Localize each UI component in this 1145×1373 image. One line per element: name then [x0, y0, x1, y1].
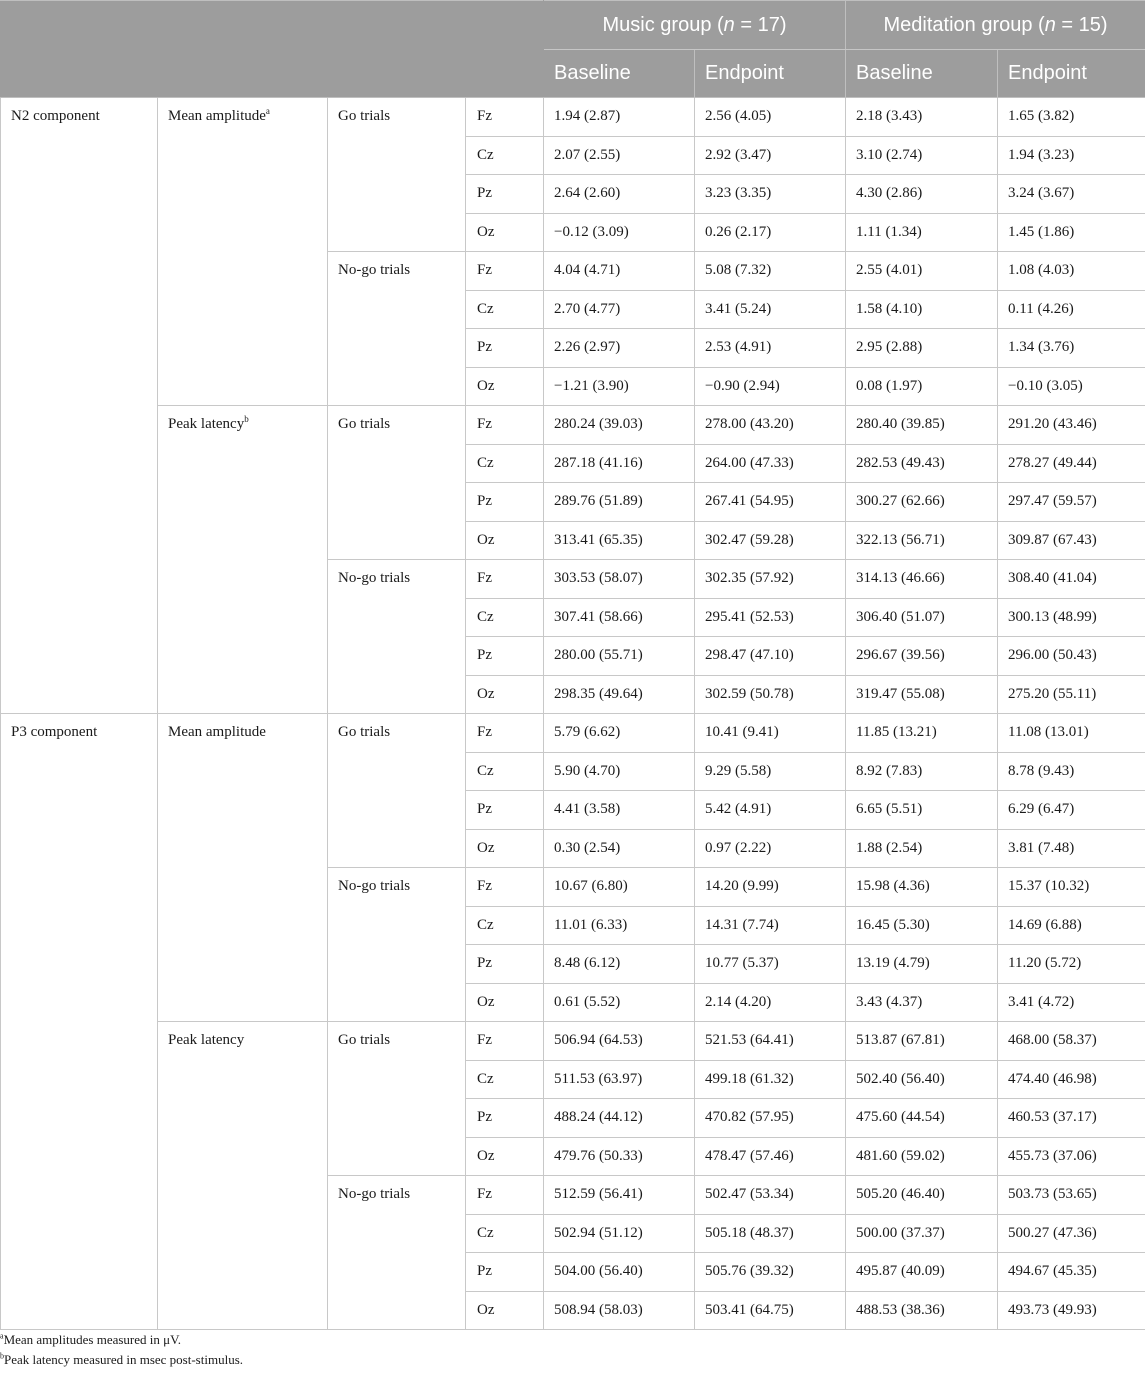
value-cell: 2.56 (4.05)	[695, 98, 846, 137]
electrode-cell: Fz	[466, 252, 544, 291]
value-cell: 11.08 (13.01)	[998, 714, 1145, 753]
value-cell: 0.08 (1.97)	[846, 367, 998, 406]
value-cell: 0.61 (5.52)	[544, 983, 695, 1022]
electrode-cell: Cz	[466, 906, 544, 945]
value-cell: 3.23 (3.35)	[695, 175, 846, 214]
value-cell: 306.40 (51.07)	[846, 598, 998, 637]
value-cell: 314.13 (46.66)	[846, 560, 998, 599]
electrode-cell: Cz	[466, 290, 544, 329]
value-cell: 511.53 (63.97)	[544, 1060, 695, 1099]
electrode-cell: Pz	[466, 483, 544, 522]
value-cell: 508.94 (58.03)	[544, 1291, 695, 1330]
value-cell: 1.94 (3.23)	[998, 136, 1145, 175]
value-cell: 1.65 (3.82)	[998, 98, 1145, 137]
value-cell: 298.47 (47.10)	[695, 637, 846, 676]
value-cell: 267.41 (54.95)	[695, 483, 846, 522]
table-row	[1, 406, 1145, 445]
table-row	[1, 714, 1145, 753]
value-cell: 4.41 (3.58)	[544, 791, 695, 830]
value-cell: 8.78 (9.43)	[998, 752, 1145, 791]
value-cell: 14.20 (9.99)	[695, 868, 846, 907]
component-label: P3 component	[1, 714, 158, 1330]
trial-type-label: Go trials	[328, 714, 466, 868]
value-cell: 478.47 (57.46)	[695, 1137, 846, 1176]
header-blank-cell	[1, 1, 544, 98]
electrode-cell: Cz	[466, 598, 544, 637]
value-cell: 2.14 (4.20)	[695, 983, 846, 1022]
value-cell: 505.76 (39.32)	[695, 1253, 846, 1292]
value-cell: 15.98 (4.36)	[846, 868, 998, 907]
value-cell: 307.41 (58.66)	[544, 598, 695, 637]
electrode-cell: Oz	[466, 213, 544, 252]
electrode-cell: Oz	[466, 367, 544, 406]
value-cell: 282.53 (49.43)	[846, 444, 998, 483]
value-cell: 296.00 (50.43)	[998, 637, 1145, 676]
value-cell: 302.35 (57.92)	[695, 560, 846, 599]
value-cell: 3.24 (3.67)	[998, 175, 1145, 214]
value-cell: 1.08 (4.03)	[998, 252, 1145, 291]
value-cell: 295.41 (52.53)	[695, 598, 846, 637]
measure-label: Peak latency	[158, 1022, 328, 1330]
value-cell: 5.90 (4.70)	[544, 752, 695, 791]
value-cell: 505.18 (48.37)	[695, 1214, 846, 1253]
value-cell: 300.27 (62.66)	[846, 483, 998, 522]
value-cell: 3.43 (4.37)	[846, 983, 998, 1022]
trial-type-label: Go trials	[328, 98, 466, 252]
table-header	[1, 1, 1145, 98]
value-cell: 475.60 (44.54)	[846, 1099, 998, 1138]
value-cell: 504.00 (56.40)	[544, 1253, 695, 1292]
value-cell: 0.97 (2.22)	[695, 829, 846, 868]
value-cell: 1.45 (1.86)	[998, 213, 1145, 252]
value-cell: 488.53 (38.36)	[846, 1291, 998, 1330]
electrode-cell: Pz	[466, 791, 544, 830]
electrode-cell: Cz	[466, 752, 544, 791]
value-cell: −0.12 (3.09)	[544, 213, 695, 252]
value-cell: 319.47 (55.08)	[846, 675, 998, 714]
measure-label: Mean amplitude$^a$	[158, 98, 328, 406]
electrode-cell: Fz	[466, 1022, 544, 1061]
music-baseline-header: Baseline	[544, 50, 695, 98]
footnote-marker: a	[265, 106, 270, 116]
value-cell: 308.40 (41.04)	[998, 560, 1145, 599]
value-cell: 2.92 (3.47)	[695, 136, 846, 175]
value-cell: 309.87 (67.43)	[998, 521, 1145, 560]
value-cell: 5.42 (4.91)	[695, 791, 846, 830]
value-cell: 488.24 (44.12)	[544, 1099, 695, 1138]
footnote-b: $^b$Peak latency measured in msec post-stimulus.	[0, 1351, 244, 1367]
electrode-cell: Oz	[466, 983, 544, 1022]
value-cell: 302.47 (59.28)	[695, 521, 846, 560]
measure-label: Peak latency$^b$	[158, 406, 328, 714]
value-cell: 11.85 (13.21)	[846, 714, 998, 753]
meditation-endpoint-header: Endpoint	[998, 50, 1145, 98]
music-endpoint-header: Endpoint	[695, 50, 846, 98]
value-cell: 502.47 (53.34)	[695, 1176, 846, 1215]
value-cell: 297.47 (59.57)	[998, 483, 1145, 522]
value-cell: 14.69 (6.88)	[998, 906, 1145, 945]
trial-type-label: No-go trials	[328, 252, 466, 406]
value-cell: 500.27 (47.36)	[998, 1214, 1145, 1253]
measure-label: Mean amplitude	[158, 714, 328, 1022]
value-cell: 503.73 (53.65)	[998, 1176, 1145, 1215]
value-cell: 500.00 (37.37)	[846, 1214, 998, 1253]
table-body	[1, 98, 1145, 1330]
value-cell: 2.53 (4.91)	[695, 329, 846, 368]
electrode-cell: Oz	[466, 829, 544, 868]
value-cell: 0.26 (2.17)	[695, 213, 846, 252]
value-cell: 0.30 (2.54)	[544, 829, 695, 868]
value-cell: 512.59 (56.41)	[544, 1176, 695, 1215]
value-cell: 302.59 (50.78)	[695, 675, 846, 714]
value-cell: 481.60 (59.02)	[846, 1137, 998, 1176]
trial-type-label: Go trials	[328, 1022, 466, 1176]
value-cell: 506.94 (64.53)	[544, 1022, 695, 1061]
value-cell: 313.41 (65.35)	[544, 521, 695, 560]
table-row	[1, 98, 1145, 137]
electrode-cell: Fz	[466, 714, 544, 753]
electrode-cell: Fz	[466, 1176, 544, 1215]
electrode-cell: Oz	[466, 1291, 544, 1330]
value-cell: 499.18 (61.32)	[695, 1060, 846, 1099]
value-cell: 2.07 (2.55)	[544, 136, 695, 175]
value-cell: 460.53 (37.17)	[998, 1099, 1145, 1138]
trial-type-label: No-go trials	[328, 560, 466, 714]
footnotes	[0, 1330, 243, 1370]
value-cell: 0.11 (4.26)	[998, 290, 1145, 329]
electrode-cell: Fz	[466, 406, 544, 445]
value-cell: 2.70 (4.77)	[544, 290, 695, 329]
value-cell: 11.20 (5.72)	[998, 945, 1145, 984]
value-cell: 264.00 (47.33)	[695, 444, 846, 483]
value-cell: −0.10 (3.05)	[998, 367, 1145, 406]
value-cell: 5.08 (7.32)	[695, 252, 846, 291]
value-cell: 3.10 (2.74)	[846, 136, 998, 175]
value-cell: 505.20 (46.40)	[846, 1176, 998, 1215]
value-cell: 6.65 (5.51)	[846, 791, 998, 830]
value-cell: 502.94 (51.12)	[544, 1214, 695, 1253]
electrode-cell: Cz	[466, 1214, 544, 1253]
value-cell: 10.77 (5.37)	[695, 945, 846, 984]
value-cell: 494.67 (45.35)	[998, 1253, 1145, 1292]
music-group-header: Music group (n = 17)	[544, 1, 846, 50]
value-cell: 5.79 (6.62)	[544, 714, 695, 753]
value-cell: 16.45 (5.30)	[846, 906, 998, 945]
value-cell: 291.20 (43.46)	[998, 406, 1145, 445]
value-cell: 8.48 (6.12)	[544, 945, 695, 984]
value-cell: 278.00 (43.20)	[695, 406, 846, 445]
electrode-cell: Pz	[466, 1099, 544, 1138]
value-cell: 13.19 (4.79)	[846, 945, 998, 984]
value-cell: 3.41 (5.24)	[695, 290, 846, 329]
trial-type-label: No-go trials	[328, 868, 466, 1022]
electrode-cell: Pz	[466, 1253, 544, 1292]
value-cell: 11.01 (6.33)	[544, 906, 695, 945]
electrode-cell: Fz	[466, 98, 544, 137]
value-cell: 1.88 (2.54)	[846, 829, 998, 868]
value-cell: 4.04 (4.71)	[544, 252, 695, 291]
value-cell: 280.40 (39.85)	[846, 406, 998, 445]
electrode-cell: Fz	[466, 560, 544, 599]
value-cell: 1.94 (2.87)	[544, 98, 695, 137]
electrode-cell: Pz	[466, 945, 544, 984]
value-cell: 322.13 (56.71)	[846, 521, 998, 560]
electrode-cell: Oz	[466, 1137, 544, 1176]
value-cell: 8.92 (7.83)	[846, 752, 998, 791]
value-cell: −0.90 (2.94)	[695, 367, 846, 406]
electrode-cell: Pz	[466, 329, 544, 368]
electrode-cell: Oz	[466, 675, 544, 714]
value-cell: 493.73 (49.93)	[998, 1291, 1145, 1330]
value-cell: 521.53 (64.41)	[695, 1022, 846, 1061]
value-cell: −1.21 (3.90)	[544, 367, 695, 406]
value-cell: 10.67 (6.80)	[544, 868, 695, 907]
value-cell: 479.76 (50.33)	[544, 1137, 695, 1176]
component-label: N2 component	[1, 98, 158, 714]
value-cell: 10.41 (9.41)	[695, 714, 846, 753]
electrode-cell: Cz	[466, 1060, 544, 1099]
value-cell: 2.26 (2.97)	[544, 329, 695, 368]
value-cell: 275.20 (55.11)	[998, 675, 1145, 714]
value-cell: 513.87 (67.81)	[846, 1022, 998, 1061]
value-cell: 495.87 (40.09)	[846, 1253, 998, 1292]
value-cell: 280.00 (55.71)	[544, 637, 695, 676]
footnote-marker: b	[244, 414, 249, 424]
value-cell: 9.29 (5.58)	[695, 752, 846, 791]
value-cell: 303.53 (58.07)	[544, 560, 695, 599]
electrode-cell: Oz	[466, 521, 544, 560]
value-cell: 6.29 (6.47)	[998, 791, 1145, 830]
meditation-baseline-header: Baseline	[846, 50, 998, 98]
value-cell: 2.18 (3.43)	[846, 98, 998, 137]
footnote-a: $^a$Mean amplitudes measured in μV.	[0, 1331, 182, 1347]
value-cell: 455.73 (37.06)	[998, 1137, 1145, 1176]
value-cell: 1.58 (4.10)	[846, 290, 998, 329]
table-row	[1, 1022, 1145, 1061]
value-cell: 474.40 (46.98)	[998, 1060, 1145, 1099]
value-cell: 300.13 (48.99)	[998, 598, 1145, 637]
value-cell: 298.35 (49.64)	[544, 675, 695, 714]
trial-type-label: Go trials	[328, 406, 466, 560]
value-cell: 280.24 (39.03)	[544, 406, 695, 445]
value-cell: 2.55 (4.01)	[846, 252, 998, 291]
value-cell: 502.40 (56.40)	[846, 1060, 998, 1099]
value-cell: 278.27 (49.44)	[998, 444, 1145, 483]
value-cell: 14.31 (7.74)	[695, 906, 846, 945]
value-cell: 468.00 (58.37)	[998, 1022, 1145, 1061]
electrode-cell: Pz	[466, 637, 544, 676]
value-cell: 1.34 (3.76)	[998, 329, 1145, 368]
meditation-group-header: Meditation group (n = 15)	[846, 1, 1145, 50]
value-cell: 2.64 (2.60)	[544, 175, 695, 214]
value-cell: 15.37 (10.32)	[998, 868, 1145, 907]
value-cell: 4.30 (2.86)	[846, 175, 998, 214]
trial-type-label: No-go trials	[328, 1176, 466, 1330]
value-cell: 470.82 (57.95)	[695, 1099, 846, 1138]
electrode-cell: Fz	[466, 868, 544, 907]
electrode-cell: Cz	[466, 136, 544, 175]
electrode-cell: Pz	[466, 175, 544, 214]
electrode-cell: Cz	[466, 444, 544, 483]
value-cell: 296.67 (39.56)	[846, 637, 998, 676]
value-cell: 3.41 (4.72)	[998, 983, 1145, 1022]
value-cell: 289.76 (51.89)	[544, 483, 695, 522]
value-cell: 3.81 (7.48)	[998, 829, 1145, 868]
value-cell: 1.11 (1.34)	[846, 213, 998, 252]
value-cell: 287.18 (41.16)	[544, 444, 695, 483]
value-cell: 2.95 (2.88)	[846, 329, 998, 368]
value-cell: 503.41 (64.75)	[695, 1291, 846, 1330]
